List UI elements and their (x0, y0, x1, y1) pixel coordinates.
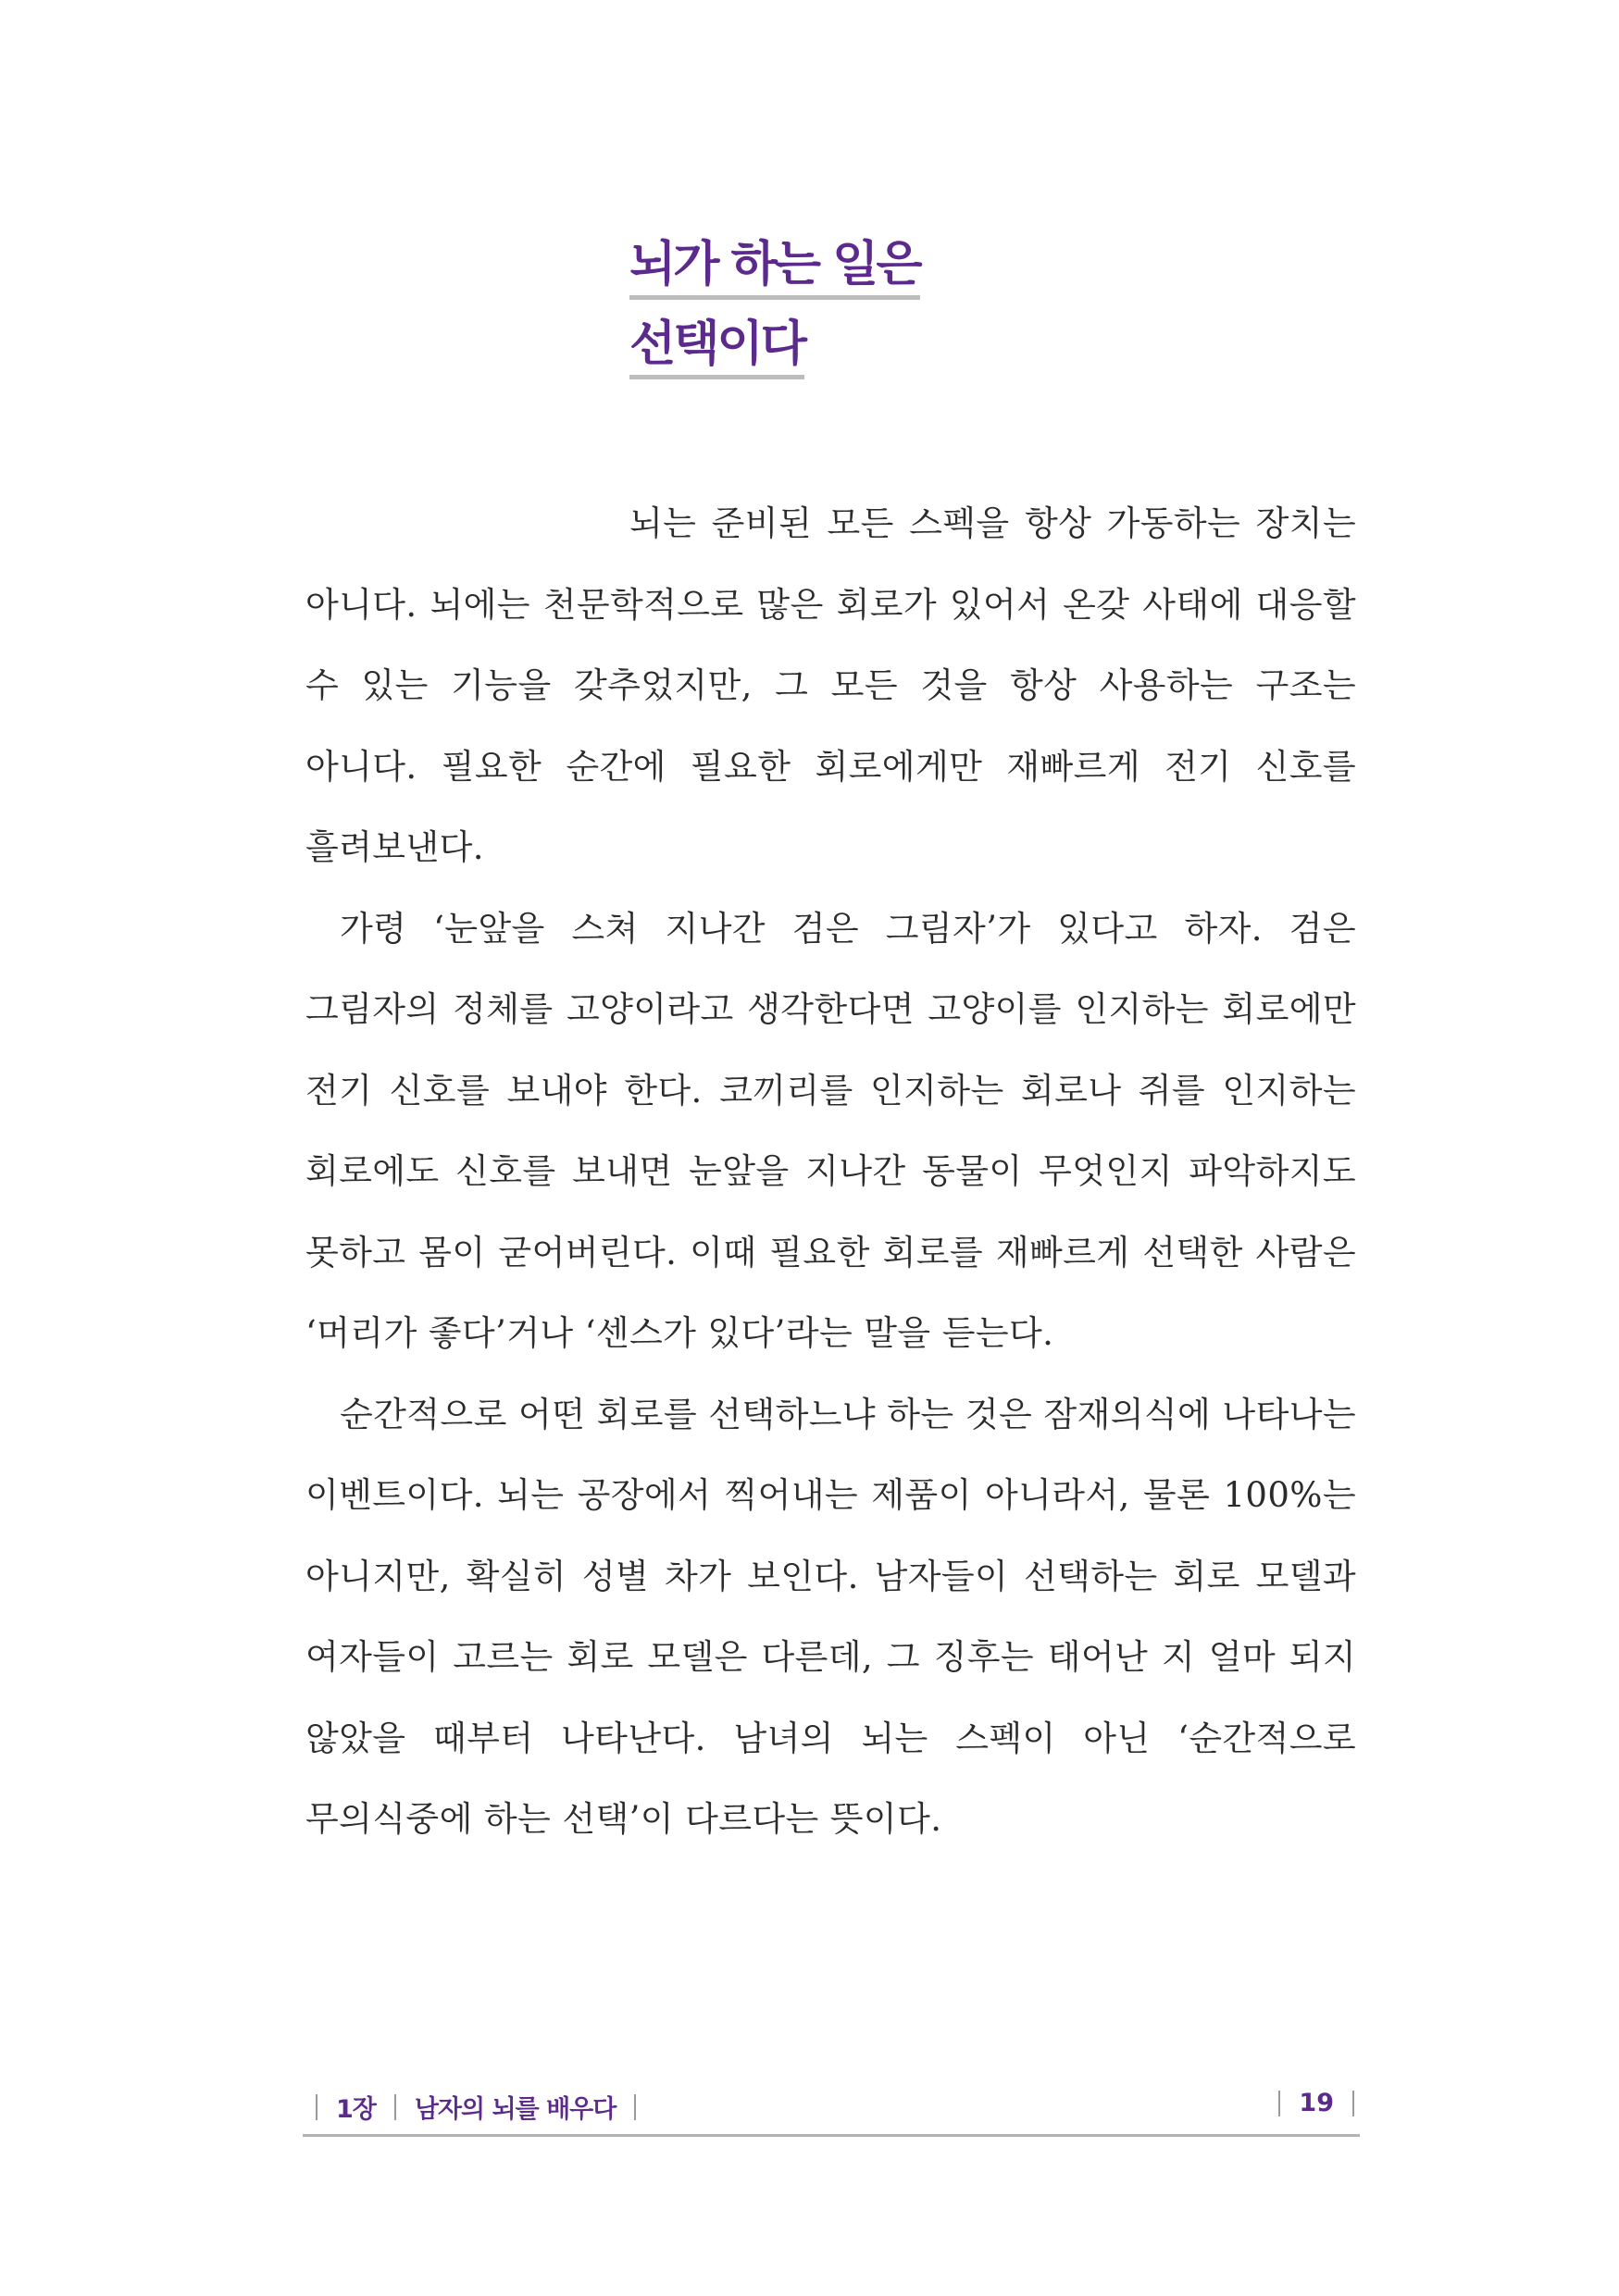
body-text (305, 483, 1356, 1860)
page-number-group (1278, 2089, 1354, 2117)
page-footer (303, 2081, 1360, 2137)
section-title-line-1: 뇌가 하는 일은 (629, 236, 920, 300)
paragraph-3: 순간적으로 어떤 회로를 선택하느냐 하는 것은 잠재의식에 나타나는 이벤트이다. 뇌는 공장에서 찍어내는 제품이 아니라서, 물론 100%는 아니지만, 확실히 성별 차가 보인다. 남자들이 선택하는 회로 모델과 여자들이 고르는 회로 모델은 다른데, 그 징후는 태어난 지 얼마 되지 않았을 때부터 나타난다. 남녀의 뇌는 스펙이 아닌 ‘순간적으로 무의식중에 하는 선택’이 다르다는 뜻이다. (305, 1394, 1356, 1839)
paragraph-2: 가령 ‘눈앞을 스쳐 지나간 검은 그림자’가 있다고 하자. 검은 그림자의 정체를 고양이라고 생각한다면 고양이를 인지하는 회로에만 전기 신호를 보내야 한다. 코끼리를 인지하는 회로나 쥐를 인지하는 회로에도 신호를 보내면 눈앞을 지나간 동물이 무엇인지 파악하지도 못하고 몸이 굳어버린다. 이때 필요한 회로를 재빠르게 선택한 사람은 ‘머리가 좋다’거나 ‘센스가 있다’라는 말을 듣는다. (305, 908, 1356, 1353)
divider (634, 2094, 636, 2120)
page-number: 19 (1299, 2089, 1334, 2117)
chapter-label: 1장 (336, 2095, 376, 2124)
running-header (316, 2089, 636, 2125)
section-title (629, 236, 920, 395)
divider (1352, 2091, 1354, 2116)
chapter-title: 남자의 뇌를 배우다 (414, 2095, 616, 2124)
divider (316, 2094, 318, 2120)
footer-rule (303, 2134, 1360, 2137)
section-title-line-2: 선택이다 (629, 316, 804, 379)
divider (1278, 2091, 1280, 2116)
divider (394, 2094, 396, 2120)
paragraph-1: 뇌는 준비된 모든 스펙을 항상 가동하는 장치는 아니다. 뇌에는 천문학적으로 많은 회로가 있어서 온갖 사태에 대응할 수 있는 기능을 갖추었지만, 그 모든 것을 항상 사용하는 구조는 아니다. 필요한 순간에 필요한 회로에게만 재빠르게 전기 신호를 흘려보낸다. (305, 503, 1356, 867)
